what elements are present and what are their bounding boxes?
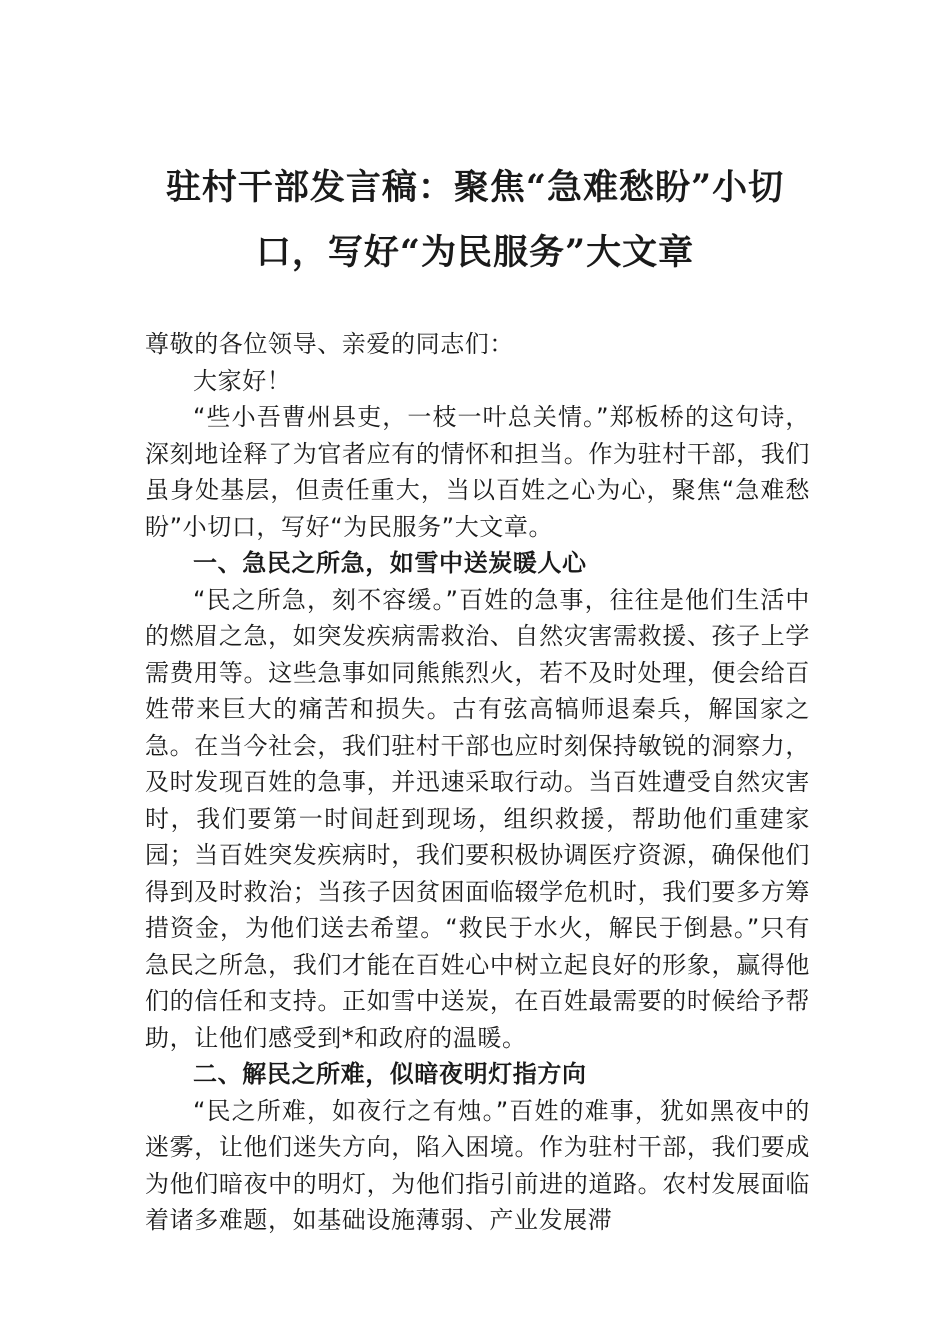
salutation: 尊敬的各位领导、亲爱的同志们： (145, 330, 514, 358)
section-2-paragraph: “民之所难，如夜行之有烛。”百姓的难事，犹如黑夜中的迷雾，让他们迷失方向，陷入困境。作为驻村干部，我们要成为他们暗夜中的明灯，为他们指引前进的道路。农村发展面临着诸多难题，如基础设施薄弱、产业发展滞 (145, 1096, 810, 1234)
section-2-heading: 二、解民之所难，似暗夜明灯指方向 (193, 1060, 587, 1088)
section-1-heading: 一、急民之所急，如雪中送炭暖人心 (193, 549, 587, 577)
document-title-line-2: 口，写好“为民服务”大文章 (255, 232, 695, 273)
section-1-paragraph: “民之所急，刻不容缓。”百姓的急事，往往是他们生活中的燃眉之急，如突发疾病需救治、自然灾害需救援、孩子上学需费用等。这些急事如同熊熊烈火，若不及时处理，便会给百姓带来巨大的痛苦和损失。古有弦高犒师退秦兵，解国家之急。在当今社会，我们驻村干部也应时刻保持敏锐的洞察力，及时发现百姓的急事，并迅速采取行动。当百姓遭受自然灾害时，我们要第一时间赶到现场，组织救援，帮助他们重建家园；当百姓突发疾病时，我们要积极协调医疗资源，确保他们得到及时救治；当孩子因贫困面临辍学危机时，我们要多方筹措资金，为他们送去希望。“救民于水火，解民于倒悬。”只有急民之所急，我们才能在百姓心中树立起良好的形象，赢得他们的信任和支持。正如雪中送炭，在百姓最需要的时候给予帮助，让他们感受到*和政府的温暖。 (145, 585, 810, 1052)
intro-paragraph: “些小吾曹州县吏，一枝一叶总关情。”郑板桥的这句诗，深刻地诠释了为官者应有的情怀和担当。作为驻村干部，我们虽身处基层，但责任重大，当以百姓之心为心，聚焦“急难愁盼”小切口，写好“为民服务”大文章。 (145, 403, 810, 541)
document-title-line-1: 驻村干部发言稿：聚焦“急难愁盼”小切 (165, 167, 785, 208)
greeting: 大家好！ (193, 366, 292, 395)
document-body (145, 326, 810, 1239)
